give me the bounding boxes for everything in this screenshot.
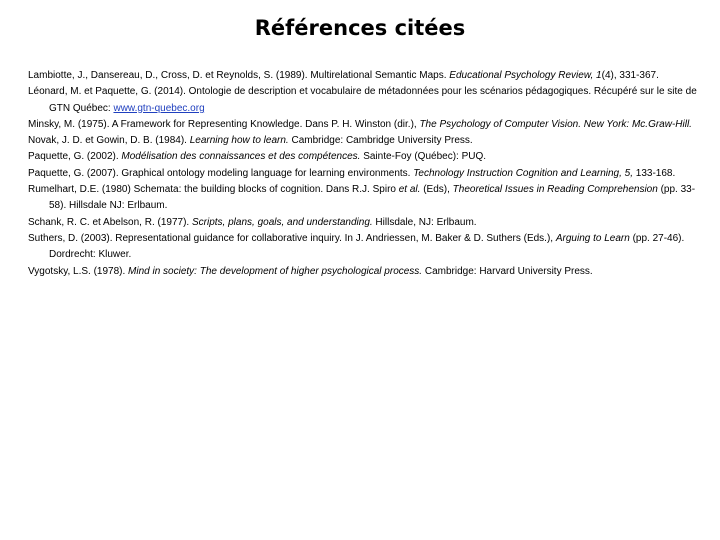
reference-text: Vygotsky, L.S. (1978).: [28, 265, 129, 277]
reference-source: Arguing to Learn: [555, 232, 630, 244]
reference-text: Schank, R. C. et Abelson, R. (1977).: [28, 216, 192, 228]
reference-item: [28, 215, 708, 231]
reference-source: The Psychology of Computer Vision. New York: Mc.Graw-Hill.: [419, 118, 692, 130]
reference-text: (pp. 33-58). Hillsdale NJ: Erlbaum.: [49, 184, 696, 212]
reference-source: Learning how to learn.: [189, 135, 289, 147]
reference-text: Cambridge: Harvard University Press.: [422, 265, 593, 277]
reference-source: Scripts, plans, goals, and understanding.: [191, 216, 373, 228]
reference-text: Paquette, G. (2007). Graphical ontology modeling language for learning environments.: [28, 167, 414, 179]
reference-item: [28, 68, 708, 84]
reference-source: Technology Instruction Cognition and Learning, 5,: [413, 167, 634, 179]
reference-text: Léonard, M. et Paquette, G. (2014). Ontologie de description et vocabulaire de métadonnées pour les scénarios pédagogiques. Récupéré sur le site de GTN Québec:: [28, 86, 697, 114]
reference-source: et al.: [398, 184, 421, 196]
reference-item: [28, 149, 708, 165]
reference-text: Minsky, M. (1975). A Framework for Representing Knowledge. Dans P. H. Winston (dir.),: [28, 118, 420, 130]
reference-item: [28, 84, 708, 117]
reference-text: Novak, J. D. et Gowin, D. B. (1984).: [28, 135, 190, 147]
reference-item: [28, 133, 708, 149]
reference-text: Sainte-Foy (Québec): PUQ.: [360, 151, 487, 163]
reference-text: Hillsdale, NJ: Erlbaum.: [372, 216, 477, 228]
page-title: Références citées: [254, 16, 466, 40]
reference-list: [28, 68, 708, 280]
reference-text: 133-168.: [633, 167, 676, 179]
reference-source: Modélisation des connaissances et des compétences.: [121, 151, 361, 163]
reference-text: Suthers, D. (2003). Representational guidance for collaborative inquiry. In J. Andriessen, M. Baker & D. Suthers (Eds.),: [28, 232, 556, 244]
reference-text: (4), 331-367.: [601, 70, 659, 81]
reference-source: Theoretical Issues in Reading Comprehension: [452, 184, 658, 196]
reference-text: Paquette, G. (2002).: [28, 151, 122, 163]
reference-item: [28, 231, 708, 264]
reference-text: Lambiotte, J., Dansereau, D., Cross, D. et Reynolds, S. (1989). Multirelational Semantic Maps.: [28, 70, 450, 81]
reference-text: (Eds),: [420, 184, 453, 196]
reference-item: [28, 166, 708, 182]
reference-source: Educational Psychology Review, 1: [449, 70, 602, 81]
reference-text: Rumelhart, D.E. (1980) Schemata: the building blocks of cognition. Dans R.J. Spiro: [28, 184, 399, 196]
reference-link[interactable]: www.gtn-quebec.org: [113, 102, 205, 114]
reference-item: [28, 117, 708, 133]
reference-item: [28, 264, 708, 280]
reference-text: (pp. 27-46). Dordrecht: Kluwer.: [49, 232, 685, 261]
reference-item: [28, 182, 708, 215]
reference-text: Cambridge: Cambridge University Press.: [288, 135, 473, 147]
reference-source: Mind in society: The development of higher psychological process.: [128, 265, 423, 277]
